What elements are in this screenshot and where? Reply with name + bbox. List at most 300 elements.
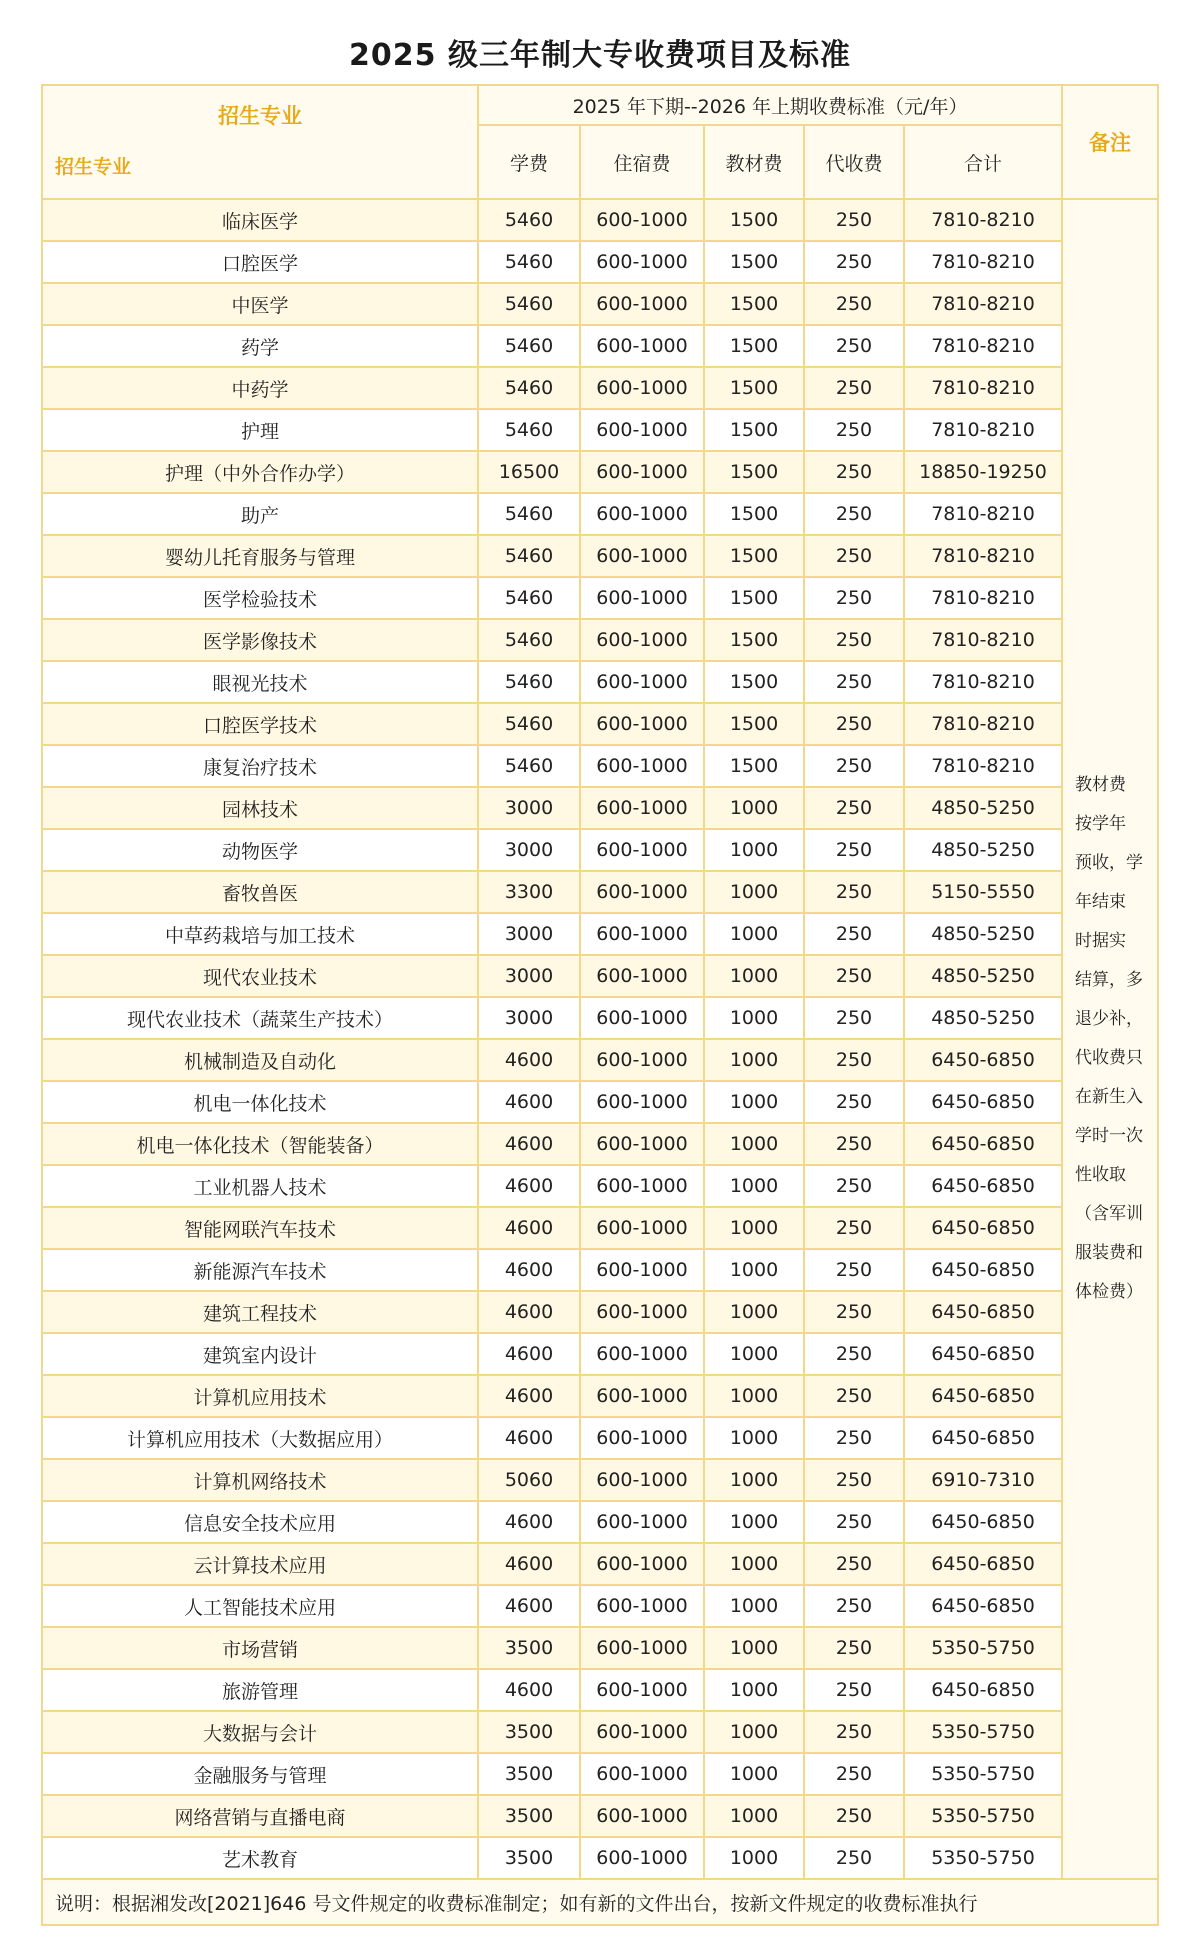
tuition-cell: 4600 xyxy=(478,1249,580,1291)
lodging-cell: 600-1000 xyxy=(580,1795,704,1837)
books-cell: 1500 xyxy=(704,619,804,661)
lodging-cell: 600-1000 xyxy=(580,1375,704,1417)
major-cell: 医学检验技术 xyxy=(42,577,478,619)
major-cell: 智能网联汽车技术 xyxy=(42,1207,478,1249)
major-cell: 康复治疗技术 xyxy=(42,745,478,787)
agency-cell: 250 xyxy=(804,283,904,325)
header-fee-group: 2025 年下期--2026 年上期收费标准（元/年） xyxy=(478,85,1062,125)
table-row xyxy=(42,787,1158,829)
footnote-row xyxy=(42,1879,1158,1925)
major-cell: 动物医学 xyxy=(42,829,478,871)
tuition-cell: 4600 xyxy=(478,1543,580,1585)
table-row xyxy=(42,1669,1158,1711)
tuition-cell: 3500 xyxy=(478,1627,580,1669)
lodging-cell: 600-1000 xyxy=(580,1711,704,1753)
total-cell: 6450-6850 xyxy=(904,1123,1062,1165)
books-cell: 1000 xyxy=(704,955,804,997)
table-row xyxy=(42,409,1158,451)
table-row xyxy=(42,1417,1158,1459)
agency-cell: 250 xyxy=(804,367,904,409)
books-cell: 1500 xyxy=(704,661,804,703)
books-cell: 1000 xyxy=(704,1459,804,1501)
total-cell: 6450-6850 xyxy=(904,1039,1062,1081)
lodging-cell: 600-1000 xyxy=(580,1123,704,1165)
table-row xyxy=(42,283,1158,325)
tuition-cell: 3500 xyxy=(478,1837,580,1879)
tuition-cell: 3500 xyxy=(478,1753,580,1795)
books-cell: 1000 xyxy=(704,1627,804,1669)
major-cell: 机电一体化技术（智能装备） xyxy=(42,1123,478,1165)
lodging-cell: 600-1000 xyxy=(580,493,704,535)
agency-cell: 250 xyxy=(804,1795,904,1837)
books-cell: 1000 xyxy=(704,1543,804,1585)
table-row xyxy=(42,1795,1158,1837)
tuition-cell: 4600 xyxy=(478,1669,580,1711)
books-cell: 1500 xyxy=(704,703,804,745)
lodging-cell: 600-1000 xyxy=(580,787,704,829)
tuition-cell: 5460 xyxy=(478,703,580,745)
lodging-cell: 600-1000 xyxy=(580,1249,704,1291)
remark-line: 体检费） xyxy=(1075,1282,1144,1302)
tuition-cell: 5460 xyxy=(478,283,580,325)
footnote: 说明：根据湘发改[2021]646 号文件规定的收费标准制定；如有新的文件出台，按新文件规定的收费标准执行 xyxy=(42,1879,1158,1925)
table-row xyxy=(42,493,1158,535)
agency-cell: 250 xyxy=(804,1123,904,1165)
major-cell: 现代农业技术（蔬菜生产技术） xyxy=(42,997,478,1039)
major-cell: 口腔医学技术 xyxy=(42,703,478,745)
lodging-cell: 600-1000 xyxy=(580,1291,704,1333)
tuition-cell: 3000 xyxy=(478,787,580,829)
books-cell: 1000 xyxy=(704,787,804,829)
tuition-cell: 4600 xyxy=(478,1291,580,1333)
lodging-cell: 600-1000 xyxy=(580,451,704,493)
lodging-cell: 600-1000 xyxy=(580,1627,704,1669)
table-row xyxy=(42,1837,1158,1879)
major-cell: 医学影像技术 xyxy=(42,619,478,661)
books-cell: 1500 xyxy=(704,241,804,283)
books-cell: 1000 xyxy=(704,1669,804,1711)
books-cell: 1500 xyxy=(704,493,804,535)
agency-cell: 250 xyxy=(804,409,904,451)
agency-cell: 250 xyxy=(804,1627,904,1669)
tuition-cell: 4600 xyxy=(478,1417,580,1459)
table-row xyxy=(42,1375,1158,1417)
total-cell: 5350-5750 xyxy=(904,1837,1062,1879)
books-cell: 1000 xyxy=(704,1753,804,1795)
table-row xyxy=(42,703,1158,745)
lodging-cell: 600-1000 xyxy=(580,325,704,367)
books-cell: 1500 xyxy=(704,367,804,409)
lodging-cell: 600-1000 xyxy=(580,1585,704,1627)
remark-line: 服装费和 xyxy=(1075,1243,1144,1263)
total-cell: 7810-8210 xyxy=(904,199,1062,241)
books-cell: 1500 xyxy=(704,535,804,577)
major-cell: 口腔医学 xyxy=(42,241,478,283)
major-cell: 工业机器人技术 xyxy=(42,1165,478,1207)
tuition-cell: 4600 xyxy=(478,1165,580,1207)
remark-line: 在新生入 xyxy=(1075,1087,1144,1107)
table-row xyxy=(42,619,1158,661)
tuition-cell: 4600 xyxy=(478,1585,580,1627)
books-cell: 1000 xyxy=(704,913,804,955)
major-cell: 金融服务与管理 xyxy=(42,1753,478,1795)
major-cell: 婴幼儿托育服务与管理 xyxy=(42,535,478,577)
tuition-cell: 4600 xyxy=(478,1123,580,1165)
lodging-cell: 600-1000 xyxy=(580,367,704,409)
table-row xyxy=(42,535,1158,577)
books-cell: 1000 xyxy=(704,1375,804,1417)
books-cell: 1500 xyxy=(704,451,804,493)
total-cell: 6450-6850 xyxy=(904,1417,1062,1459)
total-cell: 7810-8210 xyxy=(904,283,1062,325)
books-cell: 1500 xyxy=(704,745,804,787)
agency-cell: 250 xyxy=(804,829,904,871)
table-row xyxy=(42,913,1158,955)
tuition-cell: 5460 xyxy=(478,535,580,577)
header-major-top: 招生专业 xyxy=(218,104,302,128)
major-cell: 药学 xyxy=(42,325,478,367)
books-cell: 1000 xyxy=(704,1249,804,1291)
table-row xyxy=(42,745,1158,787)
total-cell: 7810-8210 xyxy=(904,745,1062,787)
header-tuition: 学费 xyxy=(478,125,580,199)
tuition-cell: 5460 xyxy=(478,409,580,451)
agency-cell: 250 xyxy=(804,451,904,493)
agency-cell: 250 xyxy=(804,1165,904,1207)
total-cell: 5350-5750 xyxy=(904,1711,1062,1753)
books-cell: 1500 xyxy=(704,199,804,241)
header-total: 合计 xyxy=(904,125,1062,199)
lodging-cell: 600-1000 xyxy=(580,997,704,1039)
lodging-cell: 600-1000 xyxy=(580,871,704,913)
total-cell: 6450-6850 xyxy=(904,1333,1062,1375)
major-cell: 畜牧兽医 xyxy=(42,871,478,913)
remark-line: （含军训 xyxy=(1075,1204,1144,1224)
remark-line: 按学年 xyxy=(1075,814,1127,834)
lodging-cell: 600-1000 xyxy=(580,1081,704,1123)
major-cell: 人工智能技术应用 xyxy=(42,1585,478,1627)
major-cell: 园林技术 xyxy=(42,787,478,829)
agency-cell: 250 xyxy=(804,619,904,661)
agency-cell: 250 xyxy=(804,1333,904,1375)
table-row xyxy=(42,241,1158,283)
lodging-cell: 600-1000 xyxy=(580,703,704,745)
remark-line: 学时一次 xyxy=(1075,1126,1144,1146)
table-row xyxy=(42,1123,1158,1165)
tuition-cell: 5460 xyxy=(478,199,580,241)
remark-line: 教材费 xyxy=(1075,775,1127,795)
agency-cell: 250 xyxy=(804,1291,904,1333)
major-cell: 艺术教育 xyxy=(42,1837,478,1879)
tuition-cell: 5460 xyxy=(478,577,580,619)
lodging-cell: 600-1000 xyxy=(580,577,704,619)
agency-cell: 250 xyxy=(804,535,904,577)
table-row xyxy=(42,871,1158,913)
lodging-cell: 600-1000 xyxy=(580,1837,704,1879)
lodging-cell: 600-1000 xyxy=(580,535,704,577)
agency-cell: 250 xyxy=(804,871,904,913)
table-row xyxy=(42,1627,1158,1669)
agency-cell: 250 xyxy=(804,1207,904,1249)
tuition-cell: 5060 xyxy=(478,1459,580,1501)
books-cell: 1500 xyxy=(704,577,804,619)
total-cell: 7810-8210 xyxy=(904,535,1062,577)
major-cell: 现代农业技术 xyxy=(42,955,478,997)
major-cell: 新能源汽车技术 xyxy=(42,1249,478,1291)
books-cell: 1000 xyxy=(704,871,804,913)
books-cell: 1500 xyxy=(704,325,804,367)
tuition-cell: 4600 xyxy=(478,1039,580,1081)
remark-line: 时据实 xyxy=(1075,931,1127,951)
total-cell: 7810-8210 xyxy=(904,703,1062,745)
lodging-cell: 600-1000 xyxy=(580,1669,704,1711)
tuition-cell: 4600 xyxy=(478,1333,580,1375)
agency-cell: 250 xyxy=(804,661,904,703)
total-cell: 4850-5250 xyxy=(904,829,1062,871)
page-title: 2025 级三年制大专收费项目及标准 xyxy=(349,38,851,73)
remark-line: 性收取 xyxy=(1075,1165,1127,1185)
table-row xyxy=(42,1207,1158,1249)
books-cell: 1000 xyxy=(704,1501,804,1543)
agency-cell: 250 xyxy=(804,241,904,283)
books-cell: 1500 xyxy=(704,409,804,451)
table-row xyxy=(42,1459,1158,1501)
table-row xyxy=(42,1039,1158,1081)
lodging-cell: 600-1000 xyxy=(580,913,704,955)
tuition-cell: 5460 xyxy=(478,325,580,367)
remark-line: 年结束 xyxy=(1075,892,1127,912)
tuition-cell: 4600 xyxy=(478,1375,580,1417)
total-cell: 5350-5750 xyxy=(904,1795,1062,1837)
header-lodging: 住宿费 xyxy=(580,125,704,199)
agency-cell: 250 xyxy=(804,745,904,787)
header-major-bottom: 招生专业 xyxy=(55,156,132,178)
agency-cell: 250 xyxy=(804,1375,904,1417)
lodging-cell: 600-1000 xyxy=(580,1753,704,1795)
table-row xyxy=(42,1543,1158,1585)
books-cell: 1000 xyxy=(704,1123,804,1165)
agency-cell: 250 xyxy=(804,325,904,367)
total-cell: 6450-6850 xyxy=(904,1375,1062,1417)
total-cell: 4850-5250 xyxy=(904,787,1062,829)
remark-cell xyxy=(1062,199,1158,1879)
major-cell: 建筑工程技术 xyxy=(42,1291,478,1333)
books-cell: 1000 xyxy=(704,1291,804,1333)
total-cell: 6450-6850 xyxy=(904,1165,1062,1207)
total-cell: 5350-5750 xyxy=(904,1753,1062,1795)
tuition-cell: 3000 xyxy=(478,913,580,955)
total-cell: 6450-6850 xyxy=(904,1207,1062,1249)
tuition-cell: 5460 xyxy=(478,241,580,283)
remark-line: 结算，多 xyxy=(1075,970,1144,990)
table-row xyxy=(42,661,1158,703)
table-row xyxy=(42,1585,1158,1627)
remark-line: 预收，学 xyxy=(1075,853,1144,873)
lodging-cell: 600-1000 xyxy=(580,1039,704,1081)
books-cell: 1500 xyxy=(704,283,804,325)
total-cell: 6450-6850 xyxy=(904,1081,1062,1123)
agency-cell: 250 xyxy=(804,1081,904,1123)
table-row xyxy=(42,997,1158,1039)
table-row xyxy=(42,325,1158,367)
total-cell: 6450-6850 xyxy=(904,1249,1062,1291)
header-agency: 代收费 xyxy=(804,125,904,199)
agency-cell: 250 xyxy=(804,1459,904,1501)
total-cell: 7810-8210 xyxy=(904,409,1062,451)
lodging-cell: 600-1000 xyxy=(580,955,704,997)
major-cell: 眼视光技术 xyxy=(42,661,478,703)
table-row xyxy=(42,367,1158,409)
tuition-cell: 4600 xyxy=(478,1207,580,1249)
total-cell: 7810-8210 xyxy=(904,577,1062,619)
agency-cell: 250 xyxy=(804,493,904,535)
tuition-cell: 3300 xyxy=(478,871,580,913)
major-cell: 临床医学 xyxy=(42,199,478,241)
major-cell: 中草药栽培与加工技术 xyxy=(42,913,478,955)
tuition-cell: 5460 xyxy=(478,493,580,535)
major-cell: 机械制造及自动化 xyxy=(42,1039,478,1081)
table-row xyxy=(42,1165,1158,1207)
lodging-cell: 600-1000 xyxy=(580,1333,704,1375)
books-cell: 1000 xyxy=(704,829,804,871)
header-major xyxy=(42,85,478,199)
tuition-cell: 3000 xyxy=(478,829,580,871)
lodging-cell: 600-1000 xyxy=(580,829,704,871)
agency-cell: 250 xyxy=(804,1417,904,1459)
agency-cell: 250 xyxy=(804,955,904,997)
lodging-cell: 600-1000 xyxy=(580,1165,704,1207)
header-remark: 备注 xyxy=(1062,85,1158,199)
fee-table xyxy=(41,84,1159,1926)
table-row xyxy=(42,1711,1158,1753)
books-cell: 1000 xyxy=(704,997,804,1039)
total-cell: 7810-8210 xyxy=(904,661,1062,703)
total-cell: 7810-8210 xyxy=(904,493,1062,535)
books-cell: 1000 xyxy=(704,1795,804,1837)
fee-table-body xyxy=(42,199,1158,1925)
agency-cell: 250 xyxy=(804,1249,904,1291)
major-cell: 市场营销 xyxy=(42,1627,478,1669)
table-row xyxy=(42,829,1158,871)
table-row xyxy=(42,1291,1158,1333)
tuition-cell: 3000 xyxy=(478,955,580,997)
major-cell: 机电一体化技术 xyxy=(42,1081,478,1123)
table-row xyxy=(42,955,1158,997)
books-cell: 1000 xyxy=(704,1837,804,1879)
books-cell: 1000 xyxy=(704,1039,804,1081)
agency-cell: 250 xyxy=(804,1543,904,1585)
lodging-cell: 600-1000 xyxy=(580,199,704,241)
books-cell: 1000 xyxy=(704,1165,804,1207)
total-cell: 7810-8210 xyxy=(904,619,1062,661)
lodging-cell: 600-1000 xyxy=(580,1543,704,1585)
major-cell: 大数据与会计 xyxy=(42,1711,478,1753)
remark-line: 代收费只 xyxy=(1075,1048,1144,1068)
total-cell: 7810-8210 xyxy=(904,241,1062,283)
agency-cell: 250 xyxy=(804,1669,904,1711)
agency-cell: 250 xyxy=(804,1039,904,1081)
tuition-cell: 3000 xyxy=(478,997,580,1039)
books-cell: 1000 xyxy=(704,1585,804,1627)
remark-line: 退少补， xyxy=(1075,1009,1144,1029)
books-cell: 1000 xyxy=(704,1081,804,1123)
agency-cell: 250 xyxy=(804,1837,904,1879)
agency-cell: 250 xyxy=(804,577,904,619)
major-cell: 旅游管理 xyxy=(42,1669,478,1711)
books-cell: 1000 xyxy=(704,1333,804,1375)
total-cell: 6450-6850 xyxy=(904,1585,1062,1627)
lodging-cell: 600-1000 xyxy=(580,745,704,787)
agency-cell: 250 xyxy=(804,913,904,955)
agency-cell: 250 xyxy=(804,1501,904,1543)
total-cell: 6450-6850 xyxy=(904,1501,1062,1543)
table-row xyxy=(42,577,1158,619)
lodging-cell: 600-1000 xyxy=(580,241,704,283)
total-cell: 4850-5250 xyxy=(904,955,1062,997)
books-cell: 1000 xyxy=(704,1207,804,1249)
total-cell: 5350-5750 xyxy=(904,1627,1062,1669)
total-cell: 18850-19250 xyxy=(904,451,1062,493)
total-cell: 5150-5550 xyxy=(904,871,1062,913)
major-cell: 助产 xyxy=(42,493,478,535)
tuition-cell: 5460 xyxy=(478,661,580,703)
lodging-cell: 600-1000 xyxy=(580,661,704,703)
lodging-cell: 600-1000 xyxy=(580,1501,704,1543)
agency-cell: 250 xyxy=(804,199,904,241)
major-cell: 护理 xyxy=(42,409,478,451)
major-cell: 中医学 xyxy=(42,283,478,325)
total-cell: 4850-5250 xyxy=(904,913,1062,955)
tuition-cell: 5460 xyxy=(478,367,580,409)
tuition-cell: 3500 xyxy=(478,1711,580,1753)
books-cell: 1000 xyxy=(704,1711,804,1753)
table-row xyxy=(42,1333,1158,1375)
major-cell: 护理（中外合作办学） xyxy=(42,451,478,493)
total-cell: 6450-6850 xyxy=(904,1669,1062,1711)
lodging-cell: 600-1000 xyxy=(580,619,704,661)
total-cell: 7810-8210 xyxy=(904,325,1062,367)
major-cell: 计算机网络技术 xyxy=(42,1459,478,1501)
table-row xyxy=(42,1753,1158,1795)
lodging-cell: 600-1000 xyxy=(580,1417,704,1459)
agency-cell: 250 xyxy=(804,1753,904,1795)
table-row xyxy=(42,199,1158,241)
tuition-cell: 4600 xyxy=(478,1501,580,1543)
tuition-cell: 5460 xyxy=(478,619,580,661)
tuition-cell: 5460 xyxy=(478,745,580,787)
total-cell: 6910-7310 xyxy=(904,1459,1062,1501)
tuition-cell: 16500 xyxy=(478,451,580,493)
table-row xyxy=(42,1081,1158,1123)
agency-cell: 250 xyxy=(804,1711,904,1753)
header-books: 教材费 xyxy=(704,125,804,199)
table-row xyxy=(42,1249,1158,1291)
books-cell: 1000 xyxy=(704,1417,804,1459)
lodging-cell: 600-1000 xyxy=(580,1459,704,1501)
lodging-cell: 600-1000 xyxy=(580,283,704,325)
table-row xyxy=(42,451,1158,493)
major-cell: 建筑室内设计 xyxy=(42,1333,478,1375)
total-cell: 6450-6850 xyxy=(904,1291,1062,1333)
major-cell: 云计算技术应用 xyxy=(42,1543,478,1585)
major-cell: 网络营销与直播电商 xyxy=(42,1795,478,1837)
agency-cell: 250 xyxy=(804,1585,904,1627)
major-cell: 中药学 xyxy=(42,367,478,409)
total-cell: 7810-8210 xyxy=(904,367,1062,409)
lodging-cell: 600-1000 xyxy=(580,1207,704,1249)
agency-cell: 250 xyxy=(804,997,904,1039)
tuition-cell: 3500 xyxy=(478,1795,580,1837)
